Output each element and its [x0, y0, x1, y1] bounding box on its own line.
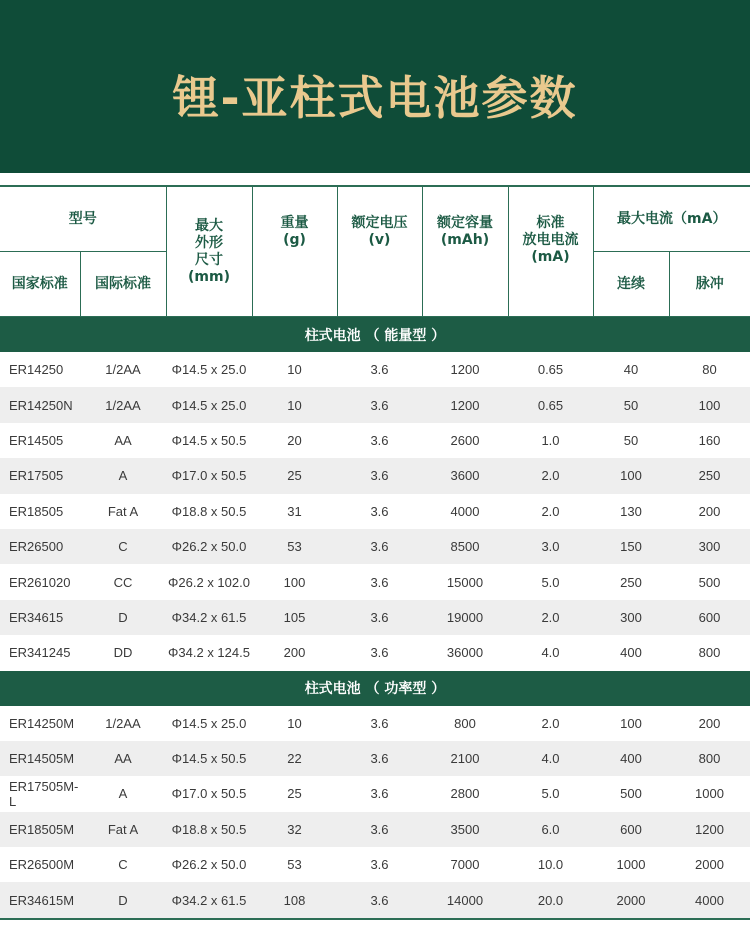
continuous-current-cell: 130 — [620, 503, 642, 519]
model-cell: ER18505M — [0, 812, 80, 847]
model-cell: ER18505 — [9, 503, 64, 519]
model-cell: ER17505 — [0, 458, 80, 493]
capacity-cell: 2600 — [450, 432, 480, 448]
size-cell: Φ17.0 x 50.5 — [166, 458, 252, 493]
std-discharge-cell: 0.65 — [508, 387, 593, 422]
model-cell: ER26500M — [9, 857, 75, 873]
weight-header: 重量 (g) — [252, 186, 337, 317]
intl-std-cell: Fat A — [107, 503, 139, 519]
voltage-cell: 3.6 — [370, 362, 389, 378]
table-row — [0, 741, 750, 776]
intl-std-cell: D — [80, 882, 166, 918]
std-discharge-cell: 3.0 — [508, 529, 593, 564]
model-cell: ER34615 — [0, 600, 80, 635]
std-discharge-cell: 2.0 — [541, 503, 560, 519]
model-cell: ER261020 — [9, 574, 71, 590]
voltage-header: 额定电压 (v) — [337, 186, 422, 317]
intl-std-cell: AA — [114, 432, 132, 448]
section-header-row — [0, 671, 750, 706]
table-row — [0, 600, 750, 635]
size-header: 最大 外形 尺寸 (mm) — [166, 186, 252, 317]
voltage-cell: 3.6 — [370, 645, 389, 661]
intl-std-cell: DD — [113, 645, 133, 661]
capacity-cell: 36000 — [446, 645, 484, 661]
voltage-cell: 3.6 — [337, 387, 422, 422]
std-discharge-cell: 2.0 — [508, 600, 593, 635]
weight-cell: 53 — [252, 529, 337, 564]
voltage-cell: 3.6 — [370, 786, 389, 802]
continuous-current-cell: 250 — [620, 574, 642, 590]
intl-std-cell: C — [118, 857, 128, 873]
continuous-current-cell: 300 — [593, 600, 669, 635]
weight-cell: 25 — [252, 458, 337, 493]
pulse-current-cell: 800 — [698, 645, 721, 661]
table-row — [0, 812, 750, 847]
size-cell: Φ14.5 x 50.5 — [166, 741, 252, 776]
pulse-current-cell: 1200 — [669, 812, 750, 847]
std-discharge-header: 标准 放电电流 (mA) — [508, 186, 593, 317]
table-row — [0, 847, 750, 882]
size-cell: Φ26.2 x 102.0 — [168, 574, 250, 590]
std-discharge-cell: 6.0 — [508, 812, 593, 847]
size-cell: Φ26.2 x 50.0 — [171, 857, 247, 873]
table-row — [0, 494, 750, 529]
continuous-header: 连续 — [593, 252, 669, 317]
pulse-current-cell: 2000 — [695, 857, 724, 873]
capacity-cell: 7000 — [450, 857, 480, 873]
pulse-current-cell: 200 — [698, 715, 721, 731]
table-row — [0, 529, 750, 564]
intl-std-cell: AA — [80, 741, 166, 776]
max-current-header: 最大电流（mA） — [593, 186, 750, 252]
intl-std-cell: A — [80, 458, 166, 493]
voltage-cell: 3.6 — [370, 857, 389, 873]
weight-cell: 22 — [252, 741, 337, 776]
capacity-cell: 3600 — [422, 458, 508, 493]
voltage-cell: 3.6 — [337, 458, 422, 493]
continuous-current-cell: 2000 — [593, 882, 669, 918]
size-cell: Φ34.2 x 124.5 — [168, 645, 250, 661]
continuous-current-cell: 500 — [620, 786, 642, 802]
pulse-current-cell: 600 — [669, 600, 750, 635]
intl-std-cell: 1/2AA — [105, 715, 141, 731]
size-cell: Φ18.8 x 50.5 — [171, 503, 247, 519]
capacity-cell: 4000 — [450, 503, 480, 519]
intl-std-cell: CC — [113, 574, 133, 590]
table-body — [0, 317, 750, 920]
capacity-cell: 800 — [454, 715, 476, 731]
national-std-header: 国家标准 — [0, 252, 80, 317]
std-discharge-cell: 20.0 — [508, 882, 593, 918]
std-discharge-cell: 4.0 — [541, 645, 560, 661]
voltage-cell: 3.6 — [370, 432, 389, 448]
model-header: 型号 — [0, 186, 166, 252]
weight-cell: 53 — [287, 857, 302, 873]
capacity-cell: 3500 — [422, 812, 508, 847]
model-cell: ER17505M-L — [9, 778, 79, 809]
intl-std-cell: D — [80, 600, 166, 635]
table-bottom-rule — [0, 919, 750, 920]
std-discharge-cell: 5.0 — [541, 786, 560, 802]
pulse-current-cell: 80 — [702, 362, 717, 378]
size-cell: Φ14.5 x 25.0 — [171, 715, 247, 731]
std-discharge-cell: 2.0 — [508, 458, 593, 493]
intl-std-cell: C — [80, 529, 166, 564]
capacity-cell: 14000 — [422, 882, 508, 918]
pulse-current-cell: 200 — [698, 503, 721, 519]
table-row — [0, 387, 750, 422]
capacity-cell: 8500 — [422, 529, 508, 564]
table-row — [0, 564, 750, 599]
weight-cell: 108 — [252, 882, 337, 918]
model-cell: ER341245 — [9, 645, 71, 661]
size-cell: Φ17.0 x 50.5 — [171, 786, 247, 802]
weight-cell: 10 — [287, 362, 302, 378]
capacity-cell: 2100 — [422, 741, 508, 776]
model-cell: ER14250 — [9, 362, 64, 378]
continuous-current-cell: 100 — [593, 458, 669, 493]
voltage-cell: 3.6 — [370, 503, 389, 519]
table-row — [0, 458, 750, 493]
pulse-current-cell: 4000 — [669, 882, 750, 918]
voltage-cell: 3.6 — [370, 574, 389, 590]
pulse-current-cell: 800 — [669, 741, 750, 776]
table-header — [0, 186, 750, 317]
size-cell: Φ18.8 x 50.5 — [166, 812, 252, 847]
std-discharge-cell: 2.0 — [541, 715, 560, 731]
pulse-current-cell: 300 — [669, 529, 750, 564]
capacity-cell: 19000 — [422, 600, 508, 635]
capacity-cell: 1200 — [422, 387, 508, 422]
pulse-current-cell: 1000 — [695, 786, 724, 802]
capacity-cell: 15000 — [446, 574, 484, 590]
size-cell: Φ14.5 x 50.5 — [171, 432, 247, 448]
continuous-current-cell: 1000 — [616, 857, 646, 873]
voltage-cell: 3.6 — [337, 600, 422, 635]
weight-cell: 20 — [287, 432, 302, 448]
intl-std-cell: Fat A — [80, 812, 166, 847]
intl-std-cell: 1/2AA — [105, 362, 141, 378]
size-cell: Φ14.5 x 25.0 — [171, 362, 247, 378]
section-header-row — [0, 317, 750, 353]
spacer — [0, 173, 750, 185]
weight-cell: 200 — [283, 645, 306, 661]
model-cell: ER26500 — [0, 529, 80, 564]
std-discharge-cell: 5.0 — [541, 574, 560, 590]
size-cell: Φ34.2 x 61.5 — [166, 600, 252, 635]
continuous-current-cell: 600 — [593, 812, 669, 847]
continuous-current-cell: 100 — [620, 715, 642, 731]
std-discharge-cell: 1.0 — [541, 432, 560, 448]
model-cell: ER14250N — [0, 387, 80, 422]
pulse-current-cell: 160 — [698, 432, 721, 448]
voltage-cell: 3.6 — [337, 812, 422, 847]
intl-std-header: 国际标准 — [80, 252, 166, 317]
page-title: 锂-亚柱式电池参数 — [172, 70, 578, 125]
table-row — [0, 776, 750, 811]
voltage-cell: 3.6 — [337, 529, 422, 564]
size-cell: Φ34.2 x 61.5 — [166, 882, 252, 918]
std-discharge-cell: 10.0 — [537, 857, 564, 873]
model-cell: ER14250M — [9, 715, 75, 731]
continuous-current-cell: 40 — [623, 362, 639, 378]
pulse-header: 脉冲 — [669, 252, 750, 317]
pulse-current-cell: 100 — [669, 387, 750, 422]
continuous-current-cell: 400 — [593, 741, 669, 776]
continuous-current-cell: 150 — [593, 529, 669, 564]
weight-cell: 25 — [287, 786, 302, 802]
capacity-cell: 1200 — [450, 362, 480, 378]
table-row — [0, 706, 750, 741]
table-row — [0, 423, 750, 458]
table-row — [0, 352, 750, 387]
model-cell: ER34615M — [0, 882, 80, 918]
model-cell: ER14505M — [0, 741, 80, 776]
intl-std-cell: 1/2AA — [80, 387, 166, 422]
battery-spec-table — [0, 185, 750, 920]
capacity-cell: 2800 — [450, 786, 480, 802]
size-cell: Φ14.5 x 25.0 — [166, 387, 252, 422]
continuous-current-cell: 50 — [623, 432, 639, 448]
size-cell: Φ26.2 x 50.0 — [166, 529, 252, 564]
intl-std-cell: A — [118, 786, 128, 802]
section-title: 柱式电池 （ 功率型 ） — [0, 671, 750, 706]
weight-cell: 10 — [287, 715, 302, 731]
section-title: 柱式电池 （ 能量型 ） — [0, 317, 750, 353]
voltage-cell: 3.6 — [337, 741, 422, 776]
weight-cell: 105 — [252, 600, 337, 635]
model-cell: ER14505 — [9, 432, 64, 448]
std-discharge-cell: 0.65 — [537, 362, 564, 378]
voltage-cell: 3.6 — [370, 715, 389, 731]
title-banner — [0, 0, 750, 173]
weight-cell: 10 — [252, 387, 337, 422]
pulse-current-cell: 500 — [698, 574, 721, 590]
table-row — [0, 882, 750, 918]
pulse-current-cell: 250 — [669, 458, 750, 493]
weight-cell: 32 — [252, 812, 337, 847]
weight-cell: 100 — [283, 574, 306, 590]
voltage-cell: 3.6 — [337, 882, 422, 918]
weight-cell: 31 — [287, 503, 302, 519]
capacity-header: 额定容量 (mAh) — [422, 186, 508, 317]
table-row — [0, 635, 750, 670]
continuous-current-cell: 400 — [620, 645, 642, 661]
continuous-current-cell: 50 — [593, 387, 669, 422]
std-discharge-cell: 4.0 — [508, 741, 593, 776]
